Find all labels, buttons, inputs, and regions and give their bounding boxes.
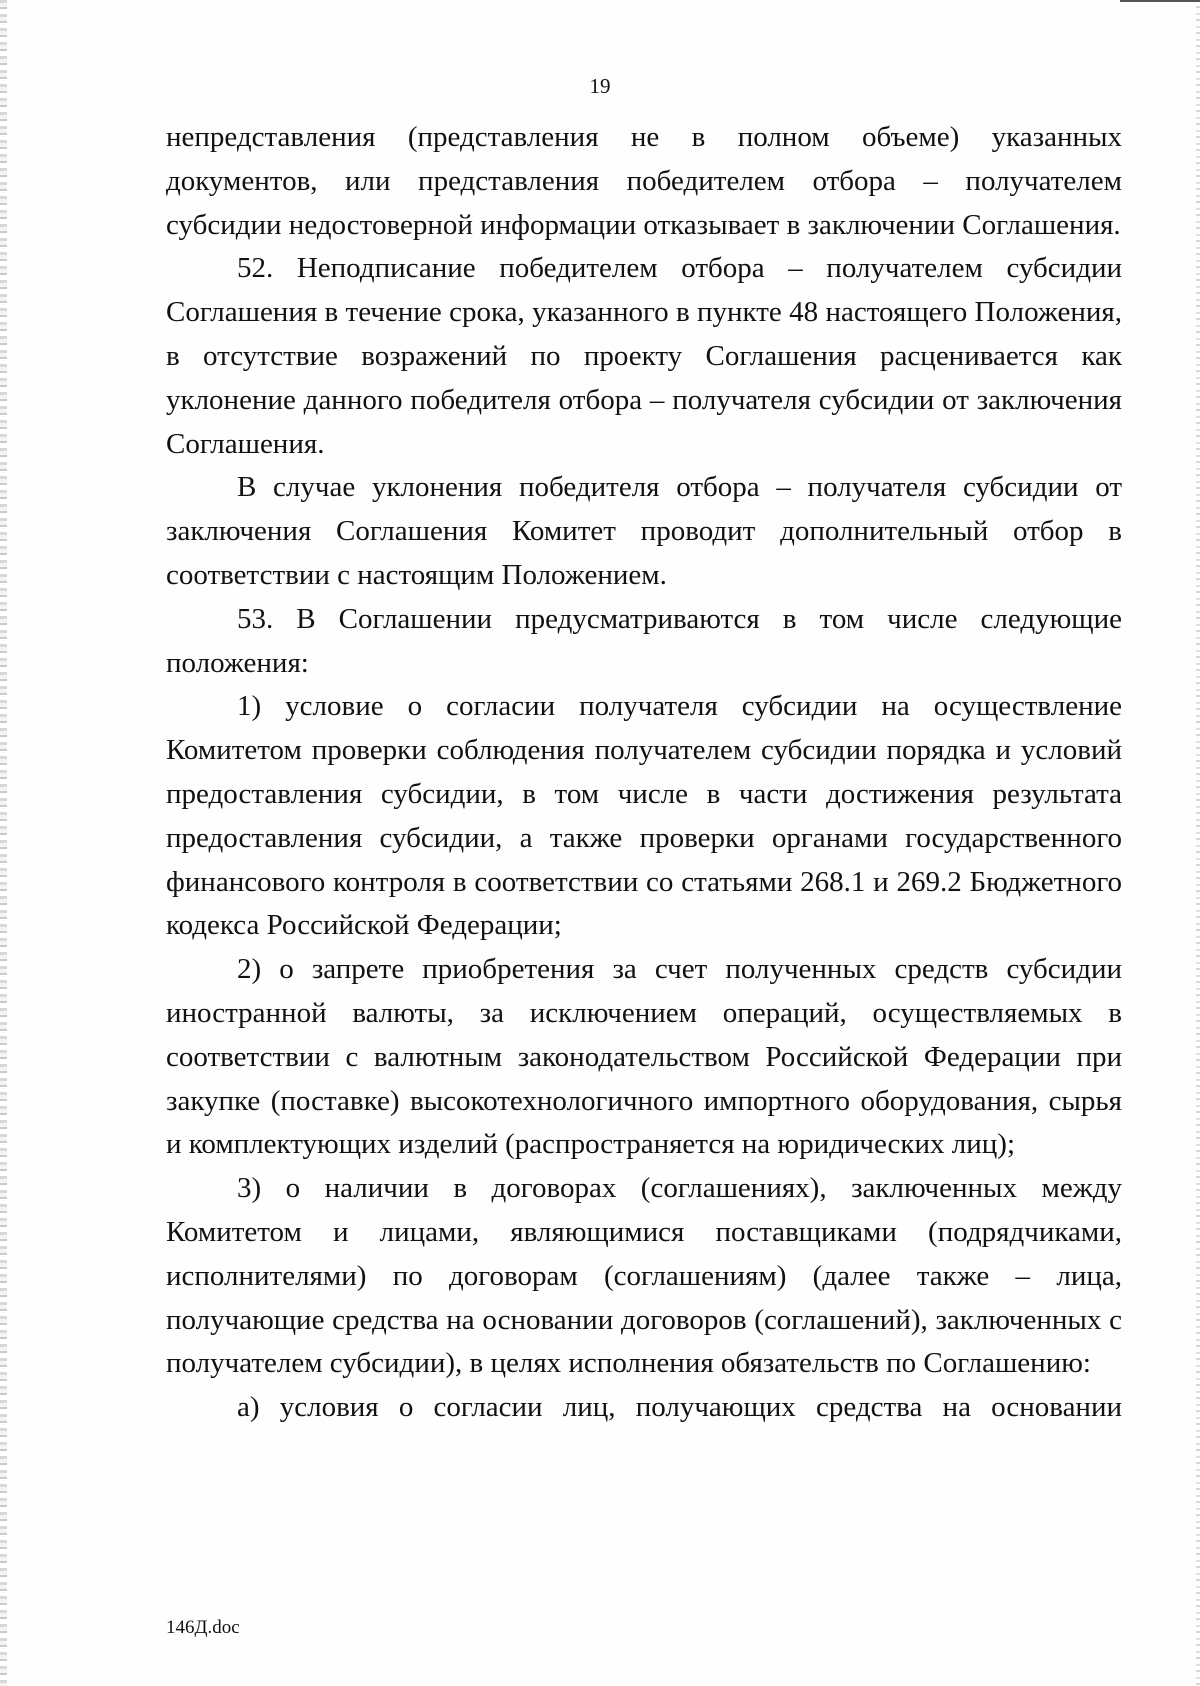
list-item-a: а) условия о согласии лиц, получающих средства на основании <box>237 1391 1122 1424</box>
document-body <box>166 116 1122 1430</box>
scan-edge-left <box>0 0 7 1686</box>
paragraph-53: 53. В Соглашении предусматриваются в том числе следующие положения: <box>166 602 1122 679</box>
page-number: 19 <box>589 74 611 98</box>
footer-filename: 146Д.doc <box>166 1617 240 1638</box>
list-item-1: 1) условие о согласии получателя субсидии на осуществление Комитетом проверки соблюдения получателем субсидии порядка и условий предоставления субсидии, в том числе в части достижения результата предоставления субсидии, а также проверки органами государственного финансового контроля в соответствии со статьями 268.1 и 269.2 Бюджетного кодекса Российской Федерации; <box>166 690 1122 942</box>
paragraph-52: 52. Неподписание победителем отбора – получателем субсидии Соглашения в течение срока, указанного в пункте 48 настоящего Положения, в отсутствие возражений по проекту Соглашения расценивается как уклонение данного победителя отбора – получателя субсидии от заключения Соглашения. <box>166 252 1122 460</box>
list-item-2: 2) о запрете приобретения за счет полученных средств субсидии иностранной валюты, за исключением операций, осуществляемых в соответствии с валютным законодательством Российской Федерации при закупке (поставке) высокотехнологичного импортного оборудования, сырья и комплектующих изделий (распространяется на юридических лиц); <box>166 953 1122 1161</box>
paragraph-evasion: В случае уклонения победителя отбора – получателя субсидии от заключения Соглашения Комитет проводит дополнительный отбор в соответствии с настоящим Положением. <box>166 471 1122 591</box>
list-item-3: 3) о наличии в договорах (соглашениях), заключенных между Комитетом и лицами, являющимися поставщиками (подрядчиками, исполнителями) по договорам (соглашениям) (далее также – лица, получающие средства на основании договоров (соглашений), заключенных с получателем субсидии), в целях исполнения обязательств по Соглашению: <box>166 1172 1122 1380</box>
scan-edge-right <box>1196 0 1200 1686</box>
scan-edge-top <box>1120 0 1200 2</box>
paragraph-continuation: непредставления (представления не в полном объеме) указанных документов, или представления победителем отбора – получателем субсидии недостоверной информации отказывает в заключении Соглашения. <box>166 121 1122 241</box>
